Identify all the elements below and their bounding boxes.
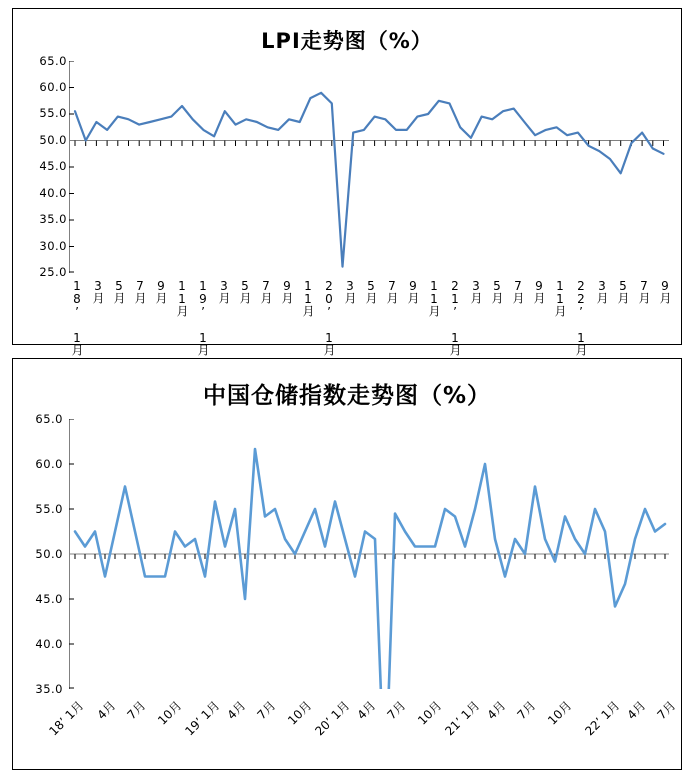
lpi-data-line <box>75 93 664 267</box>
lpi-x-tick-label: 18’ 1月 <box>70 279 84 355</box>
lpi-x-tick-label: 5月 <box>238 279 252 303</box>
lpi-x-tick-label: 20’ 1月 <box>322 279 336 355</box>
warehouse-y-tick: 50.0 <box>35 547 63 561</box>
lpi-x-tick-label: 11月 <box>427 279 441 316</box>
warehouse-x-tick-label: 10月 <box>285 698 315 728</box>
lpi-chart-title: LPI走势图（%） <box>261 29 433 53</box>
lpi-y-tick: 45.0 <box>39 159 67 173</box>
lpi-x-tick-label: 11月 <box>301 279 315 316</box>
lpi-x-tick-label: 19’ 1月 <box>196 279 210 355</box>
lpi-y-tick: 25.0 <box>39 265 67 279</box>
warehouse-x-tick-label: 20’ 1月 <box>312 698 353 739</box>
lpi-x-tick-label: 3月 <box>217 279 231 303</box>
warehouse-x-tick-label: 7月 <box>514 698 539 723</box>
lpi-x-tick-label: 7月 <box>637 279 651 303</box>
lpi-x-tick-label: 9月 <box>406 279 420 303</box>
lpi-chart-panel <box>12 8 682 355</box>
lpi-line-svg <box>69 61 669 273</box>
warehouse-x-axis-labels <box>46 689 679 759</box>
warehouse-y-tick: 35.0 <box>35 682 63 696</box>
warehouse-chart-panel <box>12 358 682 770</box>
lpi-x-tick-label: 11月 <box>553 279 567 316</box>
warehouse-x-tick-label: 10月 <box>415 698 445 728</box>
warehouse-x-tick-label: 4月 <box>94 698 119 723</box>
warehouse-x-tick-label: 4月 <box>224 698 249 723</box>
warehouse-x-tick-label: 10月 <box>545 698 575 728</box>
warehouse-x-tick-label: 22’ 1月 <box>582 698 623 739</box>
lpi-x-tick-label: 9月 <box>280 279 294 303</box>
lpi-x-tick-label: 7月 <box>133 279 147 303</box>
lpi-y-tick: 65.0 <box>39 54 67 68</box>
warehouse-x-tick-label: 7月 <box>254 698 279 723</box>
lpi-y-axis-labels <box>17 54 67 279</box>
warehouse-x-tick-label: 18’ 1月 <box>46 698 87 739</box>
lpi-y-tickmarks <box>69 61 74 272</box>
lpi-y-tick: 35.0 <box>39 212 67 226</box>
warehouse-y-tick: 60.0 <box>35 457 63 471</box>
warehouse-chart-title: 中国仓储指数走势图（%） <box>202 383 492 409</box>
lpi-x-tick-label: 7月 <box>259 279 273 303</box>
lpi-x-tick-label: 5月 <box>364 279 378 303</box>
warehouse-y-axis-labels <box>13 412 63 696</box>
lpi-x-tick-label: 5月 <box>490 279 504 303</box>
warehouse-x-tick-label: 4月 <box>484 698 509 723</box>
warehouse-line-svg <box>69 419 669 689</box>
warehouse-y-tick: 40.0 <box>35 637 63 651</box>
lpi-x-tick-label: 9月 <box>658 279 672 303</box>
lpi-x-tick-label: 21’ 1月 <box>448 279 462 355</box>
lpi-y-tick: 40.0 <box>39 186 67 200</box>
lpi-y-tick: 30.0 <box>39 239 67 253</box>
lpi-x-tick-label: 3月 <box>595 279 609 303</box>
warehouse-data-line <box>75 449 665 689</box>
lpi-x-tick-label: 7月 <box>385 279 399 303</box>
warehouse-x-tick-label: 7月 <box>384 698 409 723</box>
warehouse-x-tick-label: 19’ 1月 <box>182 698 223 739</box>
warehouse-y-tick: 55.0 <box>35 502 63 516</box>
lpi-y-tick: 55.0 <box>39 106 67 120</box>
lpi-x-tick-label: 5月 <box>616 279 630 303</box>
lpi-x-tick-label: 3月 <box>469 279 483 303</box>
lpi-x-tick-label: 22’ 1月 <box>574 279 588 355</box>
warehouse-x-tick-label: 10月 <box>155 698 185 728</box>
lpi-x-tickmarks <box>75 141 664 147</box>
warehouse-x-tick-label: 7月 <box>124 698 149 723</box>
lpi-x-axis-labels <box>69 279 672 355</box>
lpi-x-tick-label: 11月 <box>175 279 189 316</box>
warehouse-x-tick-label: 4月 <box>624 698 649 723</box>
warehouse-x-tick-label: 21’ 1月 <box>442 698 483 739</box>
lpi-x-tick-label: 5月 <box>112 279 126 303</box>
lpi-y-tick: 50.0 <box>39 133 67 147</box>
warehouse-plot-area <box>69 419 669 689</box>
warehouse-y-tick: 45.0 <box>35 592 63 606</box>
warehouse-x-tickmarks <box>75 554 665 559</box>
warehouse-y-tick: 65.0 <box>35 412 63 426</box>
lpi-y-tick: 60.0 <box>39 80 67 94</box>
lpi-x-tick-label: 9月 <box>532 279 546 303</box>
lpi-x-tick-label: 3月 <box>91 279 105 303</box>
lpi-x-tick-label: 3月 <box>343 279 357 303</box>
lpi-x-tick-label: 9月 <box>154 279 168 303</box>
lpi-plot-area <box>69 61 669 273</box>
lpi-x-tick-label: 7月 <box>511 279 525 303</box>
warehouse-x-tick-label: 7月 <box>654 698 679 723</box>
warehouse-x-tick-label: 4月 <box>354 698 379 723</box>
